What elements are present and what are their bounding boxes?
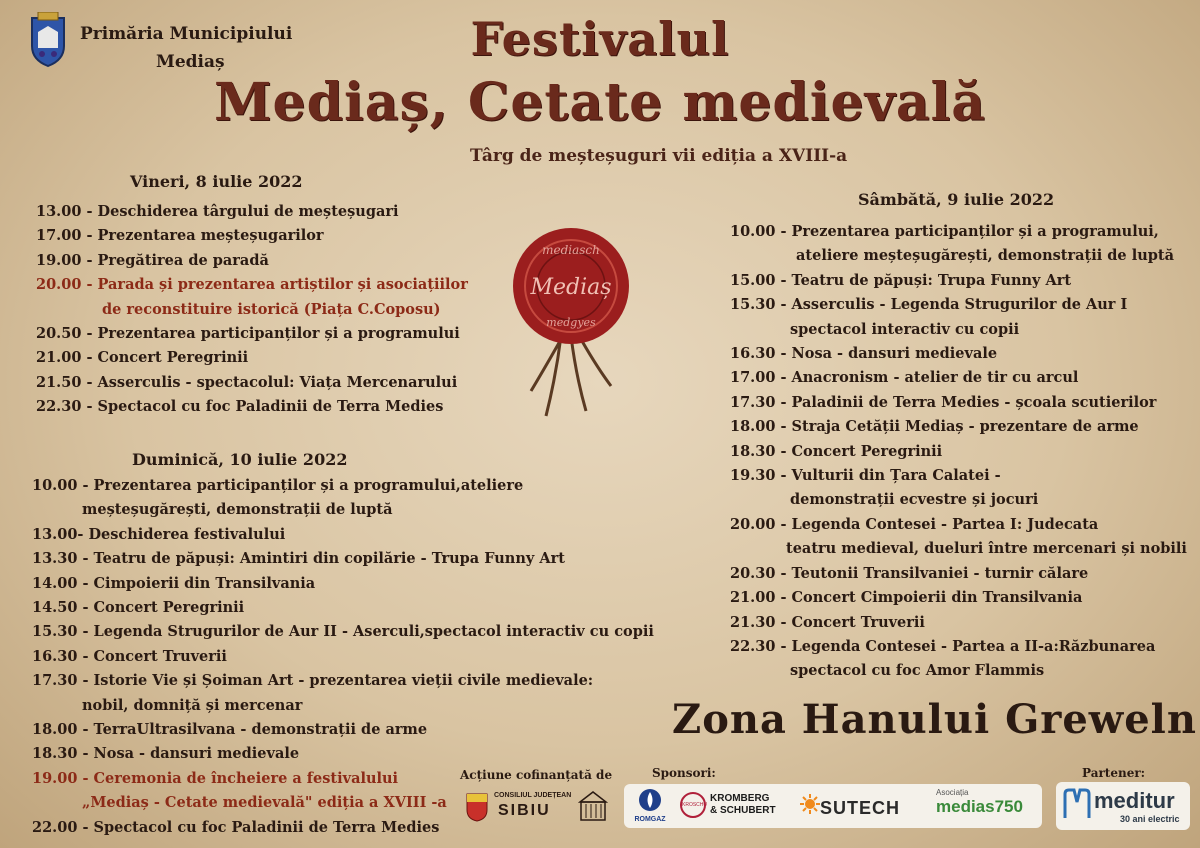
schedule-item: 16.30 - Nosa - dansuri medievale: [730, 345, 998, 363]
saturday-heading: Sâmbătă, 9 iulie 2022: [858, 190, 1055, 209]
cofinanced-label: Acțiune cofinanțată de: [460, 768, 613, 782]
schedule-item: 21.00 - Concert Peregrinii: [36, 349, 249, 367]
schedule-item-highlight: 19.00 - Ceremonia de încheiere a festivalului: [32, 769, 399, 787]
schedule-item: spectacol cu foc Amor Flammis: [790, 662, 1045, 680]
schedule-item: 13.00- Deschiderea festivalului: [32, 525, 286, 543]
meditur-subtext: 30 ani electric: [1120, 814, 1180, 824]
kromberg-line1: KROMBERG: [710, 793, 770, 804]
sibiu-council-logo: [466, 788, 610, 828]
sunday-heading: Duminică, 10 iulie 2022: [132, 450, 348, 469]
romgaz-logo: [630, 788, 670, 823]
friday-schedule: [36, 200, 468, 420]
schedule-item: 14.00 - Cimpoierii din Transilvania: [32, 574, 316, 592]
schedule-item: 16.30 - Concert Truverii: [32, 647, 227, 665]
sutech-text: SUTECH: [820, 798, 901, 818]
schedule-item: 18.30 - Nosa - dansuri medievale: [32, 745, 300, 763]
schedule-item: demonstrații ecvestre și jocuri: [790, 491, 1039, 509]
medias750-text: medias750: [936, 797, 1023, 816]
council-line2: SIBIU: [498, 802, 551, 819]
schedule-item: 15.00 - Teatru de păpuși: Trupa Funny Art: [730, 271, 1072, 289]
schedule-item: meșteșugărești, demonstrații de luptă: [82, 501, 393, 519]
schedule-item: 17.30 - Istorie Vie și Șoiman Art - prezentarea vieții civile medievale:: [32, 672, 594, 690]
asociatia-text: Asociația: [936, 788, 969, 797]
schedule-item: 19.00 - Pregătirea de paradă: [36, 251, 269, 269]
seal-top-text: mediasch: [542, 243, 600, 257]
sutech-logo: [800, 794, 922, 820]
schedule-item: 19.30 - Vulturii din Țara Calatei -: [730, 467, 1001, 485]
sutech-sun-icon: [800, 794, 820, 814]
schedule-item: 17.00 - Prezentarea meșteșugarilor: [36, 227, 324, 245]
council-line1: CONSILIUL JUDEȚEAN: [494, 792, 572, 799]
schedule-item-highlight: de reconstituire istorică (Piața C.Coposu): [102, 300, 441, 318]
friday-heading: Vineri, 8 iulie 2022: [130, 172, 303, 191]
schedule-item: 18.00 - Straja Cetății Mediaș - prezentare de arme: [730, 418, 1139, 436]
kromberg-line2: & SCHUBERT: [710, 805, 776, 816]
sibiu-crest-icon: [466, 792, 488, 822]
festival-subtitle: Târg de meșteșuguri vii ediția a XVIII-a: [470, 146, 848, 166]
schedule-item: 13.30 - Teatru de păpuși: Amintiri din copilărie - Trupa Funny Art: [32, 550, 565, 568]
schedule-item: 22.30 - Spectacol cu foc Paladinii de Terra Medies: [36, 398, 444, 416]
schedule-item: nobil, domniță și mercenar: [82, 696, 303, 714]
schedule-item-highlight: 20.00 - Parada și prezentarea artiștilor și asociațiilor: [36, 276, 468, 294]
schedule-item: 22.00 - Spectacol cu foc Paladinii de Terra Medies: [32, 818, 440, 836]
wax-seal-icon: [506, 226, 636, 426]
organization-line1: Primăria Municipiului: [80, 24, 293, 44]
kromberg-logo: [680, 792, 790, 820]
meditur-text: meditur: [1094, 788, 1175, 813]
schedule-item: spectacol interactiv cu copii: [790, 320, 1020, 338]
partner-label: Partener:: [1082, 766, 1146, 780]
schedule-item: 13.00 - Deschiderea târgului de meșteșugari: [36, 203, 399, 220]
schedule-item: 10.00 - Prezentarea participanților și a programului,: [730, 223, 1159, 240]
seal-bottom-text: medgyes: [546, 316, 596, 329]
schedule-item: 21.50 - Asserculis - spectacolul: Viața Mercenarului: [36, 373, 458, 391]
festival-title-line2: Mediaș, Cetate medievală: [214, 72, 986, 133]
schedule-item: teatru medieval, dueluri între mercenari și nobili: [786, 540, 1187, 558]
schedule-item: 14.50 - Concert Peregrinii: [32, 599, 245, 617]
seal-center-text: Mediaș: [530, 275, 612, 300]
schedule-item: 17.00 - Anacronism - atelier de tir cu arcul: [730, 369, 1079, 387]
schedule-item: 20.30 - Teutonii Transilvaniei - turnir călare: [730, 564, 1089, 582]
schedule-item: 15.30 - Asserculis - Legenda Strugurilor de Aur I: [730, 296, 1128, 314]
schedule-item: 18.00 - TerraUltrasilvana - demonstrații de arme: [32, 721, 428, 739]
romgaz-icon: [637, 788, 663, 812]
schedule-item: 21.30 - Concert Truverii: [730, 613, 925, 631]
schedule-item: 18.30 - Concert Peregrinii: [730, 442, 943, 460]
schedule-item: 15.30 - Legenda Strugurilor de Aur II - Aserculi,spectacol interactiv cu copii: [32, 623, 654, 641]
schedule-item: 20.00 - Legenda Contesei - Partea I: Judecata: [730, 515, 1099, 533]
sponsors-label: Sponsori:: [652, 766, 716, 780]
kroschu-badge: KROSCHU: [680, 792, 706, 818]
council-building-icon: [578, 790, 608, 822]
medias750-logo: [936, 788, 1040, 817]
saturday-schedule: [730, 220, 1187, 684]
meditur-icon: [1062, 788, 1092, 822]
partner-logo: [1056, 782, 1190, 830]
schedule-item: 10.00 - Prezentarea participanților și a programului,ateliere: [32, 477, 524, 494]
organization-line2: Mediaș: [156, 52, 225, 72]
schedule-item: ateliere meșteșugărești, demonstrații de luptă: [796, 247, 1174, 265]
festival-title-line1: Festivalul: [470, 12, 730, 66]
sponsors-logos: [624, 784, 1042, 828]
schedule-item: 20.50 - Prezentarea participanților și a programului: [36, 325, 460, 343]
venue-zone: Zona Hanului Greweln: [672, 696, 1197, 743]
schedule-item-highlight: „Mediaș - Cetate medievală" ediția a XVIII -a: [82, 794, 447, 812]
schedule-item: 22.30 - Legenda Contesei - Partea a II-a:Răzbunarea: [730, 637, 1156, 655]
schedule-item: 21.00 - Concert Cimpoierii din Transilvania: [730, 589, 1083, 607]
schedule-item: 17.30 - Paladinii de Terra Medies - școala scutierilor: [730, 393, 1157, 411]
sunday-schedule: [32, 474, 654, 840]
romgaz-text: ROMGAZ: [634, 816, 666, 823]
